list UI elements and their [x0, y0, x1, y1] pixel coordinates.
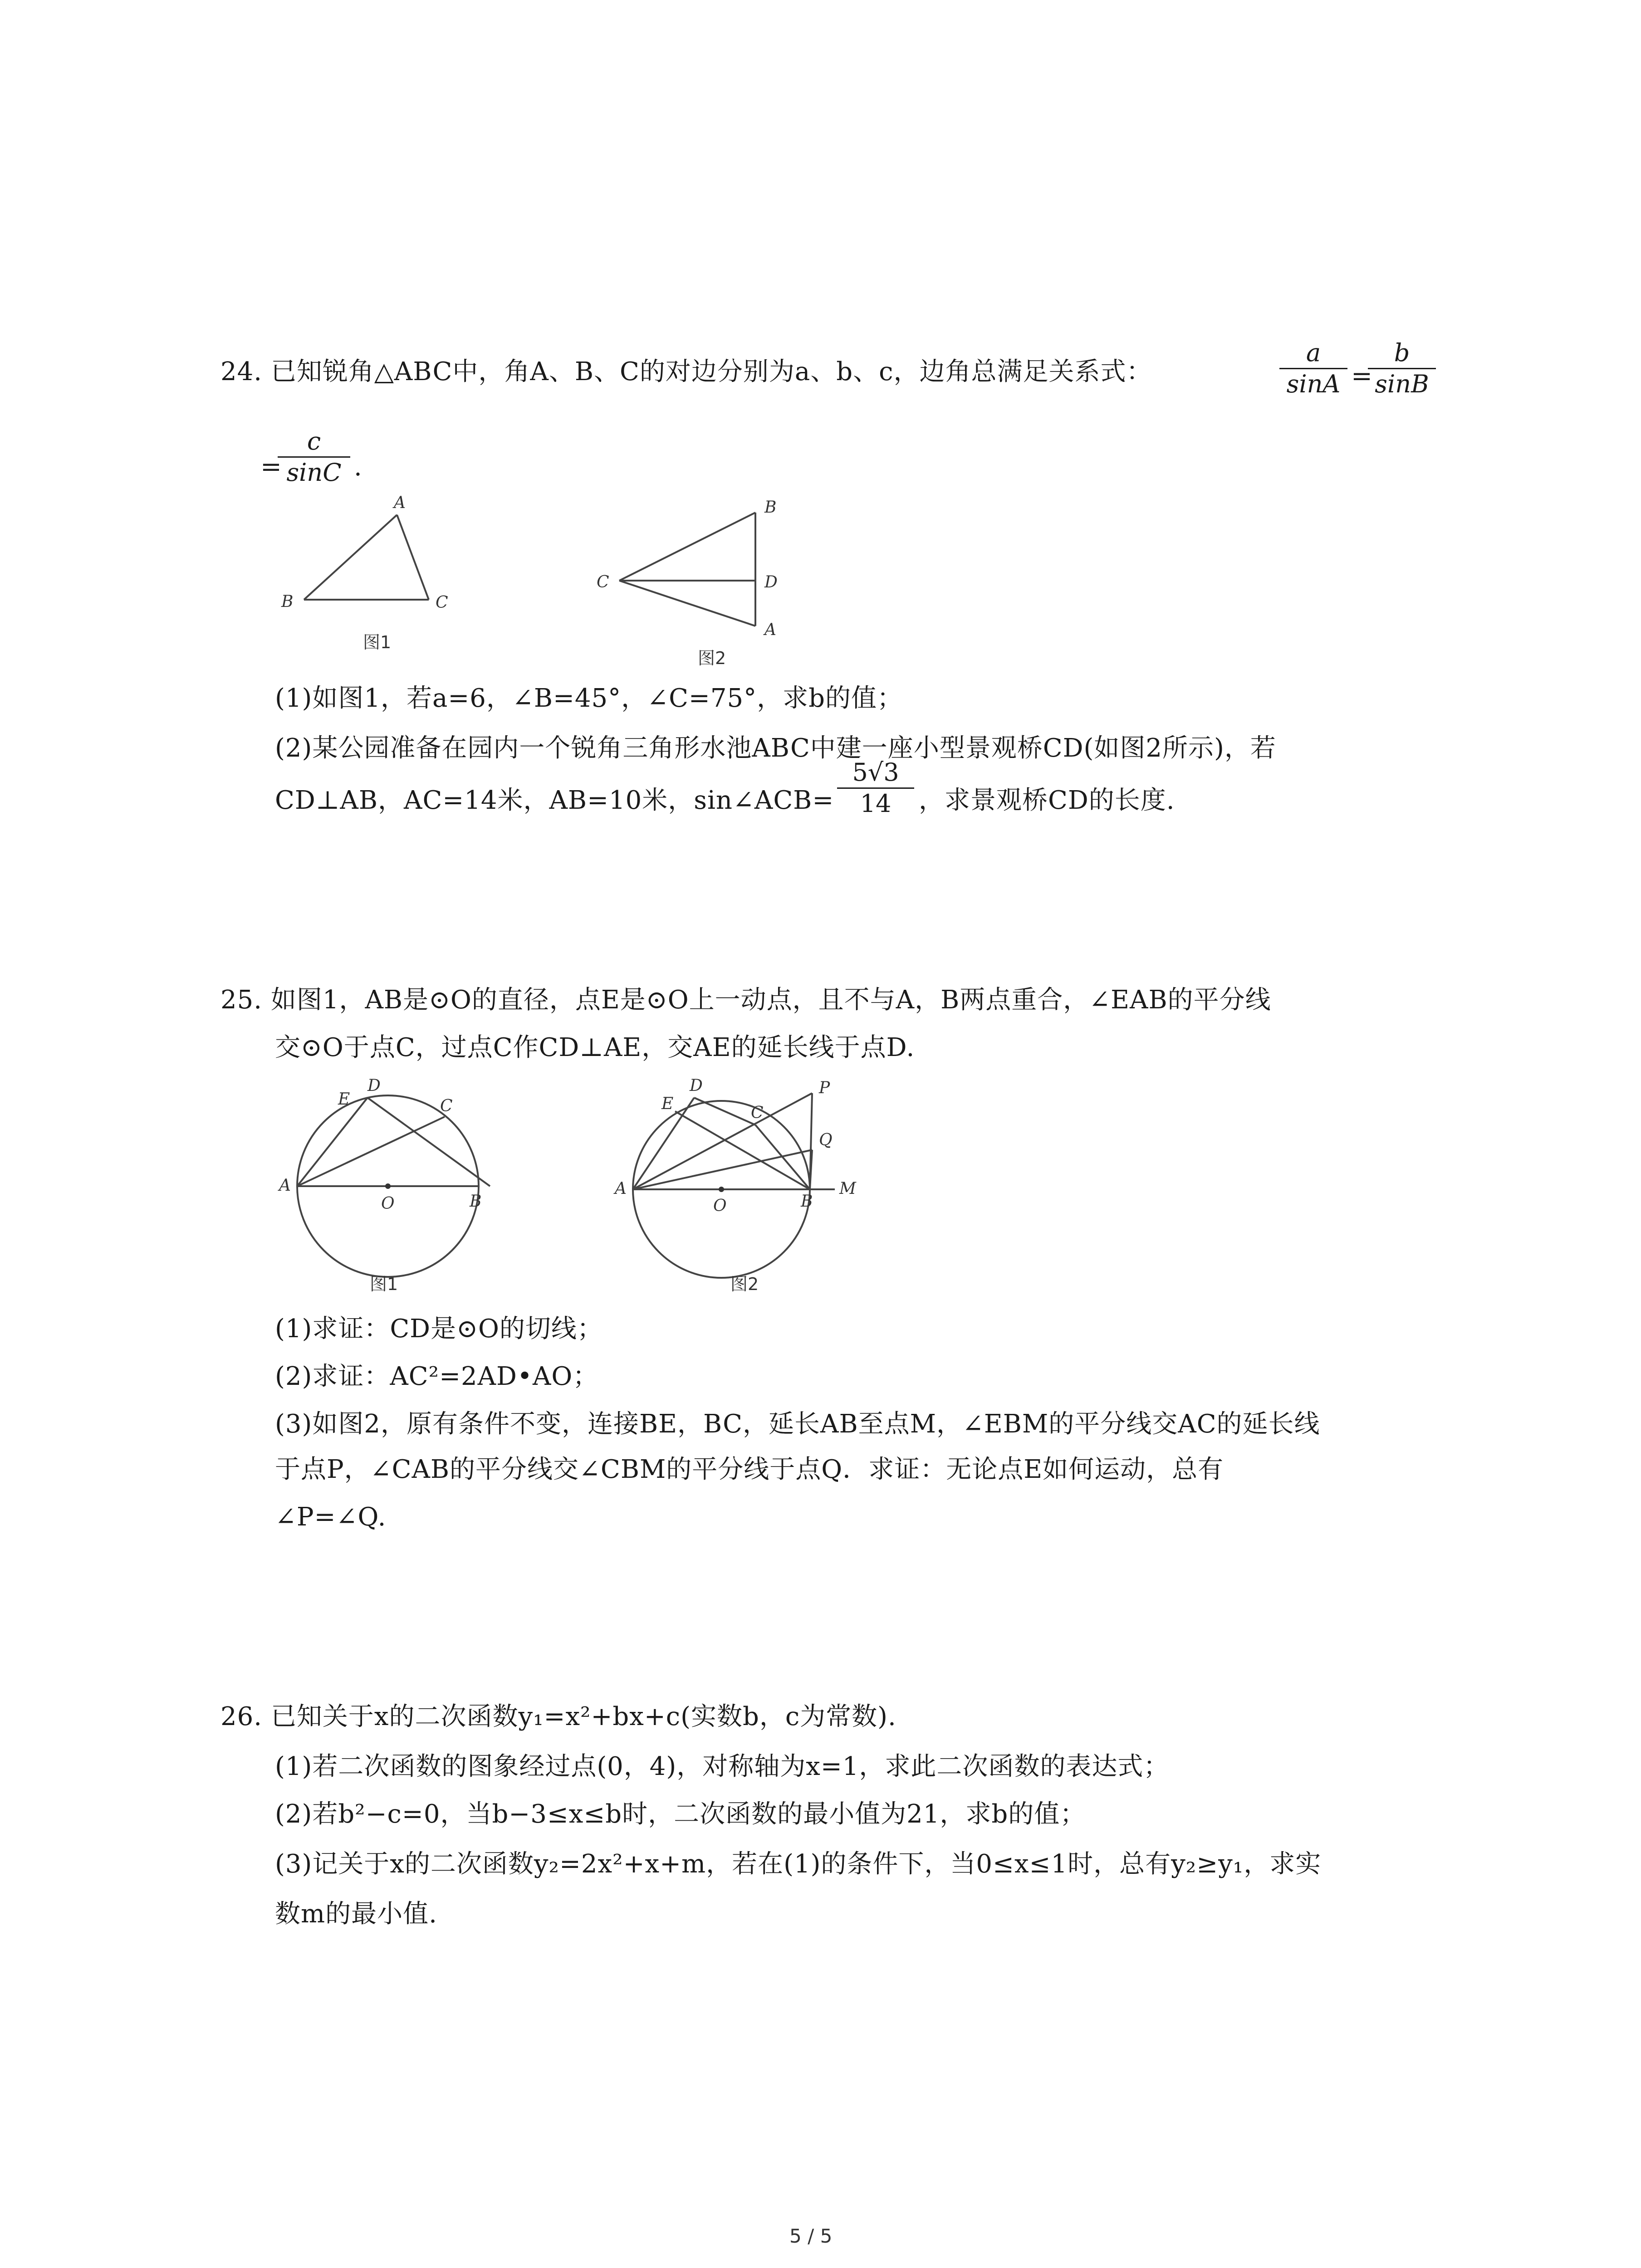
q25-part3-line2: 于点P，∠CAB的平分线交∠CBM的平分线于点Q．求证：无论点E如何运动，总有	[275, 1455, 1224, 1484]
label-q: Q	[819, 1131, 833, 1149]
q25-part1: (1)求证：CD是⊙O的切线；	[275, 1314, 603, 1344]
q26-part3-line2: 数m的最小值.	[275, 1899, 437, 1929]
page-number: 5 / 5	[789, 2225, 833, 2247]
q24-part2-line2-pre: CD⊥AB，AC=14米，AB=10米，sin∠ACB=	[275, 786, 834, 815]
q25-figure-2	[615, 1075, 871, 1266]
label-c: C	[440, 1097, 453, 1115]
q26-line1: 26. 已知关于x的二次函数y₁=x²+bx+c(实数b，c为常数).	[220, 1702, 896, 1731]
q24-part2-fraction	[837, 758, 914, 819]
q24-part2-line1: (2)某公园准备在园内一个锐角三角形水池ABC中建一座小型景观桥CD(如图2所示)，若	[275, 733, 1276, 763]
side-ba	[304, 515, 397, 600]
q25-fig1-caption: 图1	[370, 1274, 398, 1294]
q26-part3-line1: (3)记关于x的二次函数y₂=2x²+x+m，若在(1)的条件下，当0≤x≤1时，总有y₂≥y₁，求实	[275, 1849, 1322, 1879]
label-m: M	[839, 1179, 856, 1198]
label-o: O	[381, 1194, 395, 1213]
side-ca	[619, 581, 755, 626]
line-aq	[633, 1150, 812, 1189]
label-d: D	[367, 1076, 381, 1095]
side-ac	[397, 515, 429, 600]
q25-part3-line3: ∠P=∠Q.	[275, 1502, 387, 1532]
label-d: D	[690, 1076, 703, 1095]
side-cb	[619, 513, 755, 581]
line-be	[675, 1111, 810, 1189]
q24-fraction-a-numerator: a	[1306, 338, 1321, 367]
center-dot	[385, 1183, 391, 1189]
label-a: A	[615, 1179, 627, 1198]
q24-part2-line2-post: ，求景观桥CD的长度.	[919, 786, 1175, 815]
center-dot	[719, 1187, 724, 1192]
q24-equals-2: =	[260, 452, 282, 482]
label-b: B	[281, 592, 294, 611]
label-b: B	[470, 1192, 482, 1211]
q24-fraction-c-numerator: c	[307, 427, 321, 455]
q24-period: .	[354, 452, 362, 482]
label-a: A	[764, 621, 776, 639]
q25-part3-line1: (3)如图2，原有条件不变，连接BE，BC，延长AB至点M，∠EBM的平分线交AC的延长线	[275, 1409, 1320, 1439]
label-p: P	[819, 1079, 830, 1097]
label-c: C	[436, 593, 448, 612]
q25-part2: (2)求证：AC²=2AD•AO；	[275, 1362, 599, 1391]
q24-fraction-b	[1368, 338, 1436, 399]
q24-figure-1	[272, 494, 476, 631]
label-b: B	[764, 498, 777, 517]
q24-fraction-a-denominator: sinA	[1286, 370, 1341, 398]
q25-figure-1	[279, 1075, 526, 1266]
line-bc	[755, 1125, 810, 1189]
q25-line2: 交⊙O于点C，过点C作CD⊥AE，交AE的延长线于点D.	[275, 1033, 915, 1062]
q25-fig2-caption: 图2	[730, 1274, 759, 1294]
label-a: A	[279, 1176, 291, 1195]
q24-part2-fraction-numerator: 5√3	[852, 758, 899, 787]
q24-fig2-caption: 图2	[698, 648, 726, 668]
q26-part1: (1)若二次函数的图象经过点(0，4)，对称轴为x=1，求此二次函数的表达式；	[275, 1752, 1170, 1781]
label-c: C	[597, 573, 609, 591]
q24-figure-2	[594, 499, 812, 644]
label-e: E	[661, 1095, 674, 1113]
q24-fraction-a	[1279, 338, 1347, 399]
q25-line1: 25. 如图1，AB是⊙O的直径，点E是⊙O上一动点，且不与A，B两点重合，∠EAB的平分线	[220, 985, 1271, 1015]
q24-part2-fraction-denominator: 14	[860, 789, 892, 818]
q24-fig1-caption: 图1	[363, 632, 392, 652]
q26-part2: (2)若b²−c=0，当b−3≤x≤b时，二次函数的最小值为21，求b的值；	[275, 1799, 1086, 1829]
tangent-cd	[367, 1098, 490, 1186]
label-e: E	[338, 1090, 350, 1109]
label-b: B	[801, 1192, 813, 1211]
label-a: A	[394, 494, 406, 512]
label-c: C	[751, 1104, 764, 1122]
q24-fraction-b-numerator: b	[1394, 338, 1410, 367]
q24-fraction-c-denominator: sinC	[286, 458, 342, 487]
q24-fraction-c	[278, 426, 350, 488]
label-d: D	[764, 573, 778, 591]
label-o: O	[713, 1197, 727, 1215]
q24-part1: (1)如图1，若a=6，∠B=45°，∠C=75°，求b的值；	[275, 684, 903, 713]
q24-equals-1: =	[1351, 362, 1373, 391]
q24-fraction-b-denominator: sinB	[1375, 370, 1429, 398]
q24-intro: 24. 已知锐角△ABC中，角A、B、C的对边分别为a、b、c，边角总满足关系式：	[220, 357, 1152, 386]
